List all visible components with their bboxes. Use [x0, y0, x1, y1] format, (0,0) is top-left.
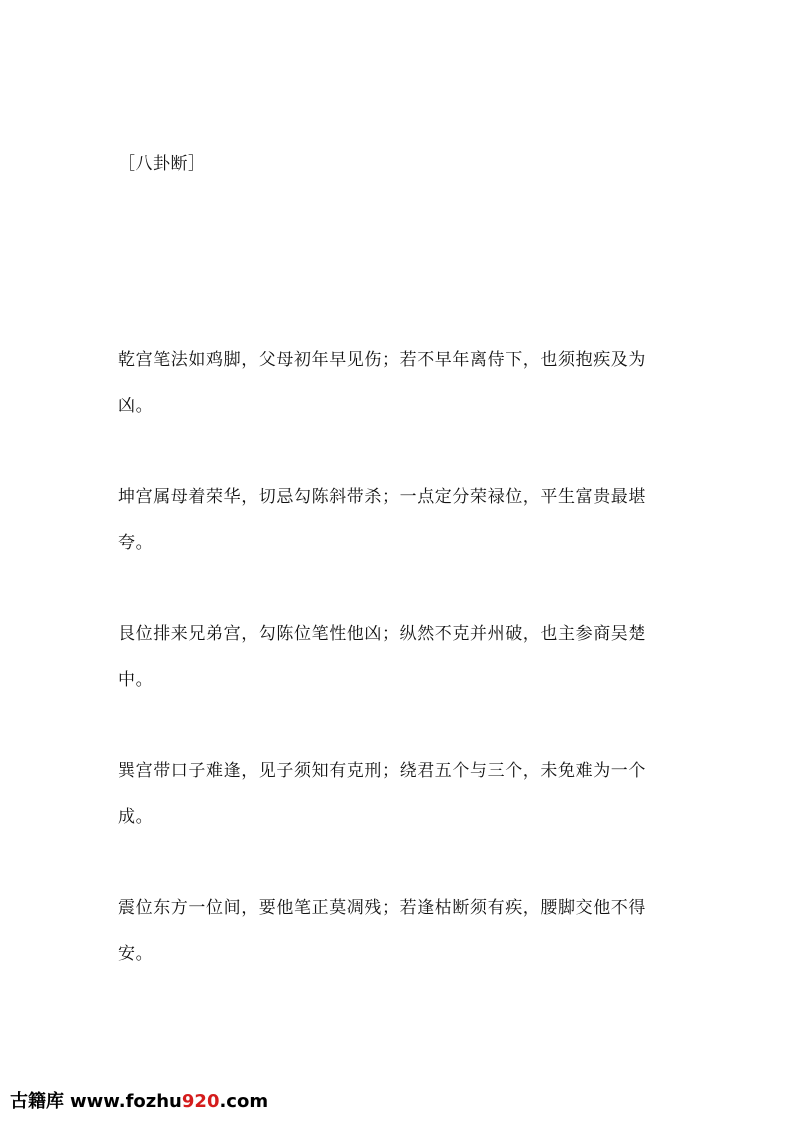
paragraph-xun: 巽宫带口子难逢，见子须知有克刑；绕君五个与三个，未免难为一个成。	[118, 761, 646, 827]
paragraph-qian: 乾宫笔法如鸡脚，父母初年早见伤；若不早年离侍下，也须抱疾及为凶。	[118, 350, 646, 416]
footer-url-number: 920	[181, 1091, 220, 1112]
footer-site-name: 古籍库	[10, 1091, 64, 1112]
section-heading: ［八卦断］	[118, 154, 206, 174]
paragraph-zhen: 震位东方一位间，要他笔正莫凋残；若逢枯断须有疾，腰脚交他不得安。	[118, 898, 646, 964]
paragraph-gen: 艮位排来兄弟宫，勾陈位笔性他凶；纵然不克并州破，也主参商吴楚中。	[118, 624, 646, 690]
footer-watermark	[10, 1088, 269, 1116]
paragraph-kun: 坤宫属母着荣华，切忌勾陈斜带杀；一点定分荣禄位，平生富贵最堪夸。	[118, 487, 646, 553]
footer-url-prefix: www.fozhu	[70, 1091, 182, 1112]
footer-url-suffix: .com	[219, 1091, 269, 1112]
